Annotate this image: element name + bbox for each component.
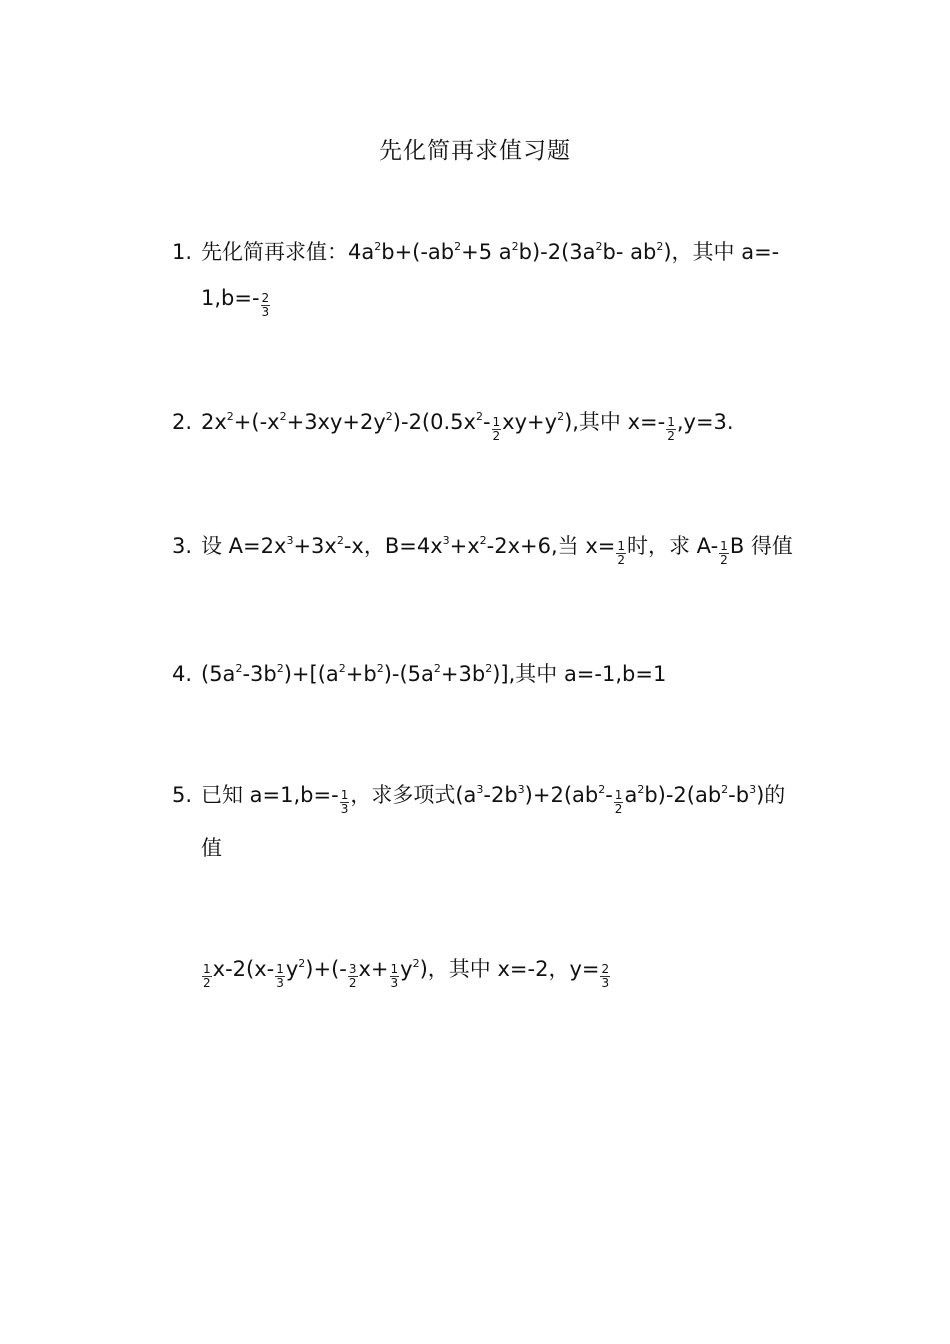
problem-2-number: 2.: [172, 410, 193, 434]
fraction: $\frac{1}{2}$: [720, 539, 728, 567]
problem-5-number: 5.: [172, 783, 193, 807]
fraction: $\frac{1}{3}$: [276, 962, 284, 990]
fraction: $\frac{2}{3}$: [601, 962, 610, 990]
problem-1-line-1: 先化简再求值：$4a^2b+(-ab^2+5$ $a^2b)-2(3a^2b-$ $ab^2$)，其中 a=-: [201, 240, 780, 264]
fraction: $\frac{1}{3}$: [340, 788, 349, 816]
problem-3-number: 3.: [172, 534, 193, 558]
fraction: $\frac{1}{2}$: [614, 788, 623, 816]
problem-3-line-1: 设 $A=2x^3+3x^2-x$，$B=4x^3+x^2-2x+6$,当 x= $\frac{1}{2}$ 时，求 A- $\frac{1}{2}$ B 得值: [201, 534, 793, 567]
problem-5-line-2: 值: [201, 836, 222, 860]
fraction: $\frac{2}{3}$: [261, 291, 270, 319]
fraction: $\frac{1}{2}$: [492, 415, 501, 443]
fraction: $\frac{1}{3}$: [390, 962, 399, 990]
fraction: $\frac{1}{2}$: [667, 415, 675, 443]
problem-4-number: 4.: [172, 662, 193, 686]
fraction: $\frac{3}{2}$: [348, 962, 357, 990]
problem-1-line-2: 1,b=- $\frac{2}{3}$: [201, 286, 270, 319]
fraction: $\frac{1}{2}$: [617, 539, 625, 567]
problem-1-number: 1.: [172, 240, 193, 264]
page-title: 先化简再求值习题: [379, 138, 571, 164]
problem-5-line-1: 已知 a=1,b=- $\frac{1}{3}$ ，求多项式$(a^3-2b^3)+2(ab^2-$ $\frac{1}{2}$ $a^2b)-2(ab^2-b^3)$的: [201, 783, 786, 816]
problem-4-line-1: $(5a^2-3b^2)+[(a^2+b^2)-(5a^2+3b^2)]$,其中 a=-1,b=1: [201, 662, 667, 686]
problem-6-line-1: $\frac{1}{2}$ x-2(x- $\frac{1}{3}$ $y^2)+(-$ $\frac{3}{2}$ x+ $\frac{1}{3}$ $y^2$)，其中 x=-2，y= $\frac{2}{3}$: [203, 957, 610, 990]
problem-2-line-1: $2x^2+(-x^2+3xy+2y^2)-2(0.5x^2-$ $\frac{1}{2}$ $xy+y^2$),其中 x=- $\frac{1}{2}$ ,y=3.: [201, 410, 734, 443]
fraction: $\frac{1}{2}$: [203, 962, 211, 990]
